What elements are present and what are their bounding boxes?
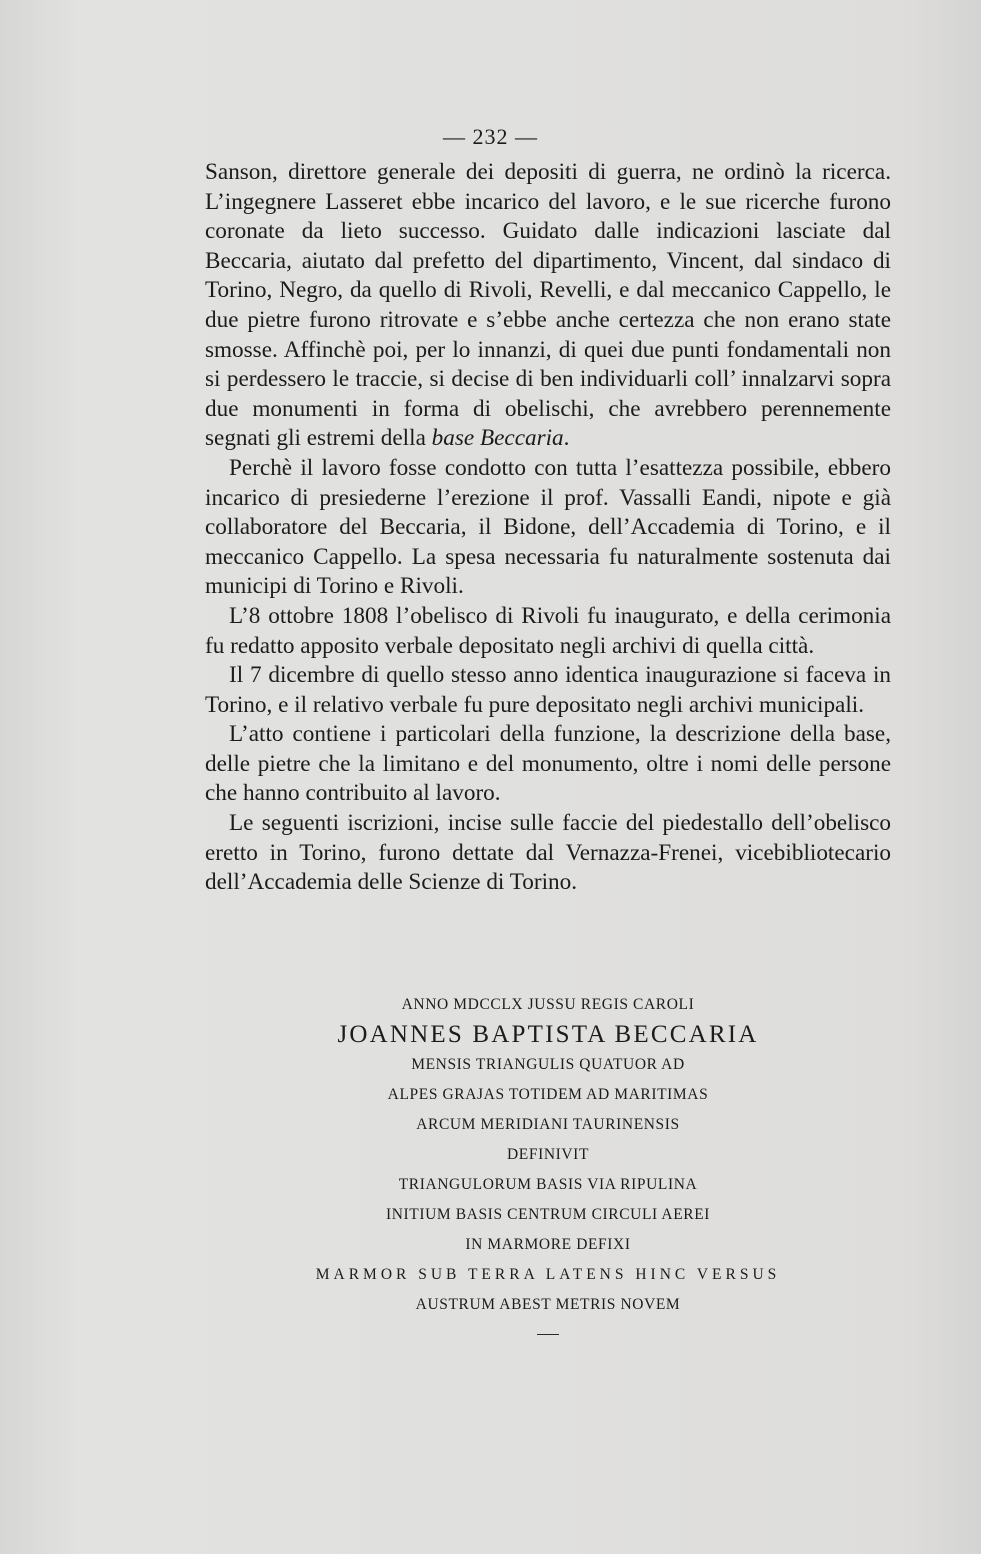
paragraph-4: Il 7 dicembre di quello stesso anno identica inaugurazione si faceva in Torino, e il relativo verbale fu pure depositato negli archivi municipali. [205,662,891,718]
inscription-line: MENSIS TRIANGULIS QUATUOR AD [411,1056,685,1073]
inscription-line: DEFINIVIT [506,1146,590,1163]
paragraph-1-text: Sanson, direttore generale dei depositi di guerra, ne ordinò la ricerca. L’ingegnere Lasseret ebbe incarico del lavoro, e le sue ricerche furono coronate da lieto successo. Guidato dalle indicazioni lasciate dal Beccaria, aiutato dal prefetto del dipartimento, Vincent, dal sindaco di Torino, Negro, da quello di Rivoli, Revelli, e dal meccanico Cappello, le due pietre furono ritrovate e s’ebbe anche certezza che non erano state smosse. Affinchè poi, per lo innanzi, di quei due punti fondamentali non si perdessero le traccie, si decise di ben individuarli coll’ innalzarvi sopra due monumenti in forma di obelischi, che avrebbero perennemente segnati gli estremi della [205,159,891,452]
paragraph-3: L’8 ottobre 1808 l’obelisco di Rivoli fu inaugurato, e della cerimonia fu redatto apposito verbale depositato negli archivi di quella città. [205,602,891,659]
paragraph-1 [205,158,891,454]
inscription-line: ANNO MDCCLX JUSSU REGIS CAROLI [401,996,695,1013]
paragraph-1-end: . [563,425,570,452]
paragraph-5: L’atto contiene i particolari della funzione, la descrizione della base, delle pietre che la limitano e del monumento, oltre i nomi delle persone che hanno contribuito al lavoro. [205,721,891,807]
paragraph-2: Perchè il lavoro fosse condotto con tutta l’esattezza possibile, ebbero incarico di presiederne l’erezione il prof. Vassalli Eandi, nipote e già collaboratore del Beccaria, il Bidone, dell’Accademia di Torino, e il meccanico Cappello. La spesa necessaria fu naturalmente sostenuta dai municipi di Torino e Rivoli. [205,454,891,600]
inscription-line: JOANNES BAPTISTA BECCARIA [337,1021,759,1048]
inscription-line: ARCUM MERIDIANI TAURINENSIS [416,1116,680,1133]
page-number: — 232 — [443,124,538,149]
closing-rule [537,1334,559,1335]
inscription-line: IN MARMORE DEFIXI [465,1236,631,1253]
inscription-line: AUSTRUM ABEST METRIS NOVEM [415,1296,681,1313]
inscription-line: MARMOR SUB TERRA LATENS HINC VERSUS [315,1266,781,1283]
inscription-line: ALPES GRAJAS TOTIDEM AD MARITIMAS [387,1086,709,1103]
paragraph-6: Le seguenti iscrizioni, incise sulle faccie del piedestallo dell’obelisco eretto in Torino, furono dettate dal Vernazza-Frenei, vicebibliotecario dell’Accademia delle Scienze di Torino. [205,810,891,896]
inscription [205,990,891,1335]
inscription-line: INITIUM BASIS CENTRUM CIRCULI AEREI [385,1206,711,1223]
body-text [205,158,891,898]
paragraph-1-italic: base Beccaria [431,425,564,452]
inscription-line: TRIANGULORUM BASIS VIA RIPULINA [398,1176,698,1193]
